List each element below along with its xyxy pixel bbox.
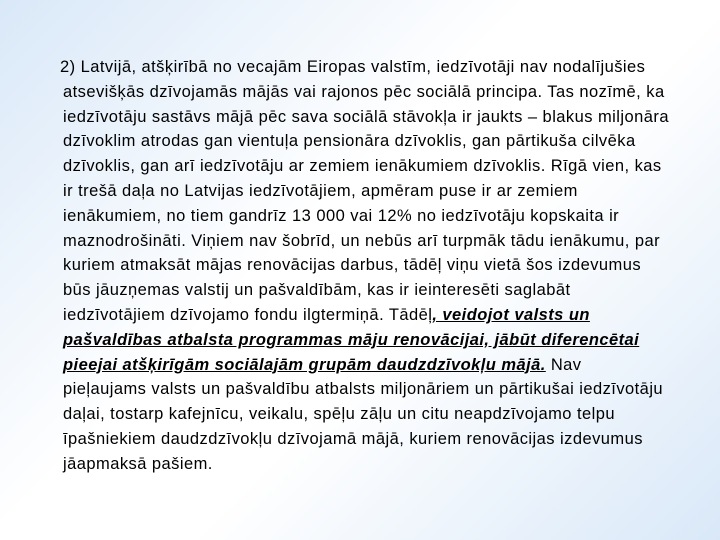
emphasized-text: pašvaldības atbalsta programmas māju renovācijai, jābūt diferencētai [63, 330, 640, 349]
text-line: daļai, tostarp kafejnīcu, veikalu, spēļu zāļu un citu neapdzīvojamo telpu [63, 405, 615, 424]
text-line: dzīvoklim atrodas gan vientuļa pensionāra dzīvoklis, gan pārtikuša cilvēka [63, 132, 636, 151]
text-line: būs jāuzņemas valstij un pašvaldībām, kas ir ieinteresēti saglabāt [63, 281, 571, 300]
text-line: īpašniekiem daudzdzīvokļu dzīvojamā mājā, kuriem renovācijas izdevumus [63, 429, 643, 448]
text-line: jāapmaksā pašiem. [63, 454, 213, 473]
plain-text: Nav [545, 355, 582, 374]
text-line: ir trešā daļa no Latvijas iedzīvotājiem, apmēram puse ir ar zemiem [63, 181, 578, 200]
text-line: dzīvoklis, gan arī iedzīvotāju ar zemiem ienākumiem dzīvoklis. Rīgā vien, kas [63, 157, 662, 176]
text-line: 2) Latvijā, atšķirībā no vecajām Eiropas valstīm, iedzīvotāji nav nodalījušies [60, 58, 646, 76]
plain-text: iedzīvotājiem dzīvojamo fondu ilgtermiņā. Tādēļ [63, 305, 433, 324]
body-paragraph [60, 55, 669, 477]
text-line: maznodrošināti. Viņiem nav šobrīd, un nebūs arī turpmāk tādu ienākumu, par [63, 231, 661, 250]
text-line: pieļaujams valsts un pašvaldību atbalsts miljonāriem un pārtikušai iedzīvotāju [63, 380, 664, 399]
text-line: atsevišķās dzīvojamās mājās vai rajonos pēc sociālā principa. Tas nozīmē, ka [63, 82, 665, 101]
text-line: iedzīvotāju sastāvs mājā pēc sava sociālā stāvokļa ir jaukts – blakus miljonāra [63, 107, 669, 126]
text-line [60, 353, 660, 378]
text-line [60, 328, 660, 353]
emphasized-text: pieejai atšķirīgām sociālajām grupām daudzdzīvokļu mājā. [63, 355, 546, 374]
text-line: kuriem atmaksāt mājas renovācijas darbus, tādēļ viņu vietā šos izdevumus [63, 256, 642, 275]
text-line: ienākumiem, no tiem gandrīz 13 000 vai 12% no iedzīvotāju kopskaita ir [63, 206, 620, 225]
text-line [60, 303, 660, 328]
emphasized-text: , veidojot valsts un [432, 305, 590, 324]
